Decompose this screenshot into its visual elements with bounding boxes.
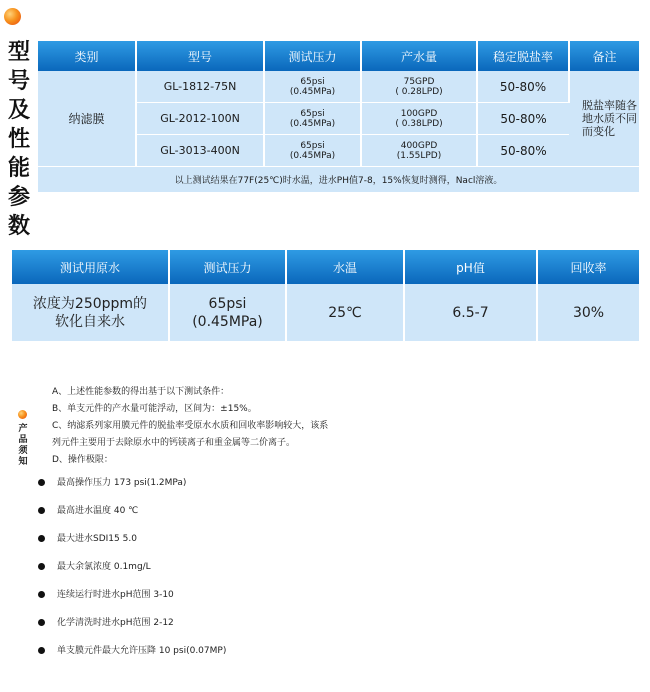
pressure-cell: 65psi (0.45MPa) [169,284,286,341]
list-item: 最高操作压力 173 psi(1.2MPa) [38,476,186,490]
test-conditions-table [12,250,639,341]
model-cell: GL-3013-400N [136,135,264,167]
note-line: C、纳滤系列家用膜元件的脱盐率受原水水质和回收率影响较大，该系 [52,421,329,431]
col-water-temp: 水温 [286,250,404,284]
note-line: B、单支元件的产水量可能浮动，区间为：±15%。 [52,404,257,414]
list-item: 最大余氯浓度 0.1mg/L [38,560,151,574]
bullet-icon [38,619,45,626]
note-line: D、操作极限： [52,455,113,465]
col-ph: pH值 [404,250,537,284]
bullet-icon [38,563,45,570]
note-line: A、上述性能参数的得出基于以下测试条件： [52,387,230,397]
col-recovery: 回收率 [537,250,639,284]
spec-table-header [38,41,639,71]
temperature-cell: 25℃ [286,284,404,341]
col-remark: 备注 [569,41,639,71]
bullet-icon [38,535,45,542]
raw-water-cell: 浓度为250ppm的 软化自来水 [12,284,169,341]
category-cell: 纳滤膜 [38,71,136,167]
rejection-cell: 50-80% [477,103,569,135]
section-title-vertical: 型 号 及 性 能 参 数 [7,40,30,239]
col-test-pressure: 测试压力 [264,41,361,71]
note-line: 列元件主要用于去除原水中的钙镁离子和重金属等二价离子。 [52,438,296,448]
list-item: 单支膜元件最大允许压降 10 psi(0.07MP) [38,644,226,658]
test-conditions-note: 以上测试结果在77F(25℃)时水温，进水PH值7-8，15%恢复时测得，Nacl溶液。 [38,167,639,193]
list-item: 最高进水温度 40 ℃ [38,504,138,518]
list-item: 连续运行时进水pH范围 3-10 [38,588,174,602]
pressure-cell: 65psi (0.45MPa) [264,103,361,135]
product-notes [52,384,452,469]
rejection-cell: 50-80% [477,135,569,167]
col-model: 型号 [136,41,264,71]
spec-table-footer [38,167,639,193]
rejection-cell: 50-80% [477,71,569,103]
col-category: 类别 [38,41,136,71]
flow-cell: 100GPD ( 0.38LPD) [361,103,477,135]
bullet-icon [38,591,45,598]
recovery-cell: 30% [537,284,639,341]
list-item: 化学清洗时进水pH范围 2-12 [38,616,174,630]
model-cell: GL-2012-100N [136,103,264,135]
bullet-icon [38,507,45,514]
pressure-cell: 65psi (0.45MPa) [264,135,361,167]
list-item: 最大进水SDI15 5.0 [38,532,137,546]
notes-bullet-icon [18,410,27,419]
bullet-icon [38,479,45,486]
col-rejection: 稳定脱盐率 [477,41,569,71]
flow-cell: 400GPD (1.55LPD) [361,135,477,167]
notes-side-label: 产 品 须 知 [18,424,28,467]
model-cell: GL-1812-75N [136,71,264,103]
pressure-cell: 65psi (0.45MPa) [264,71,361,103]
remark-cell: 脱盐率随各 地水质不同 而变化 [569,71,639,167]
col-raw-water: 测试用原水 [12,250,169,284]
test-table-header [12,250,639,284]
flow-cell: 75GPD ( 0.28LPD) [361,71,477,103]
spec-table [38,41,639,192]
title-bullet-icon [4,8,21,25]
bullet-icon [38,647,45,654]
col-flow: 产水量 [361,41,477,71]
table-row [38,71,639,103]
col-test-pressure: 测试压力 [169,250,286,284]
table-row [12,284,639,341]
ph-cell: 6.5-7 [404,284,537,341]
